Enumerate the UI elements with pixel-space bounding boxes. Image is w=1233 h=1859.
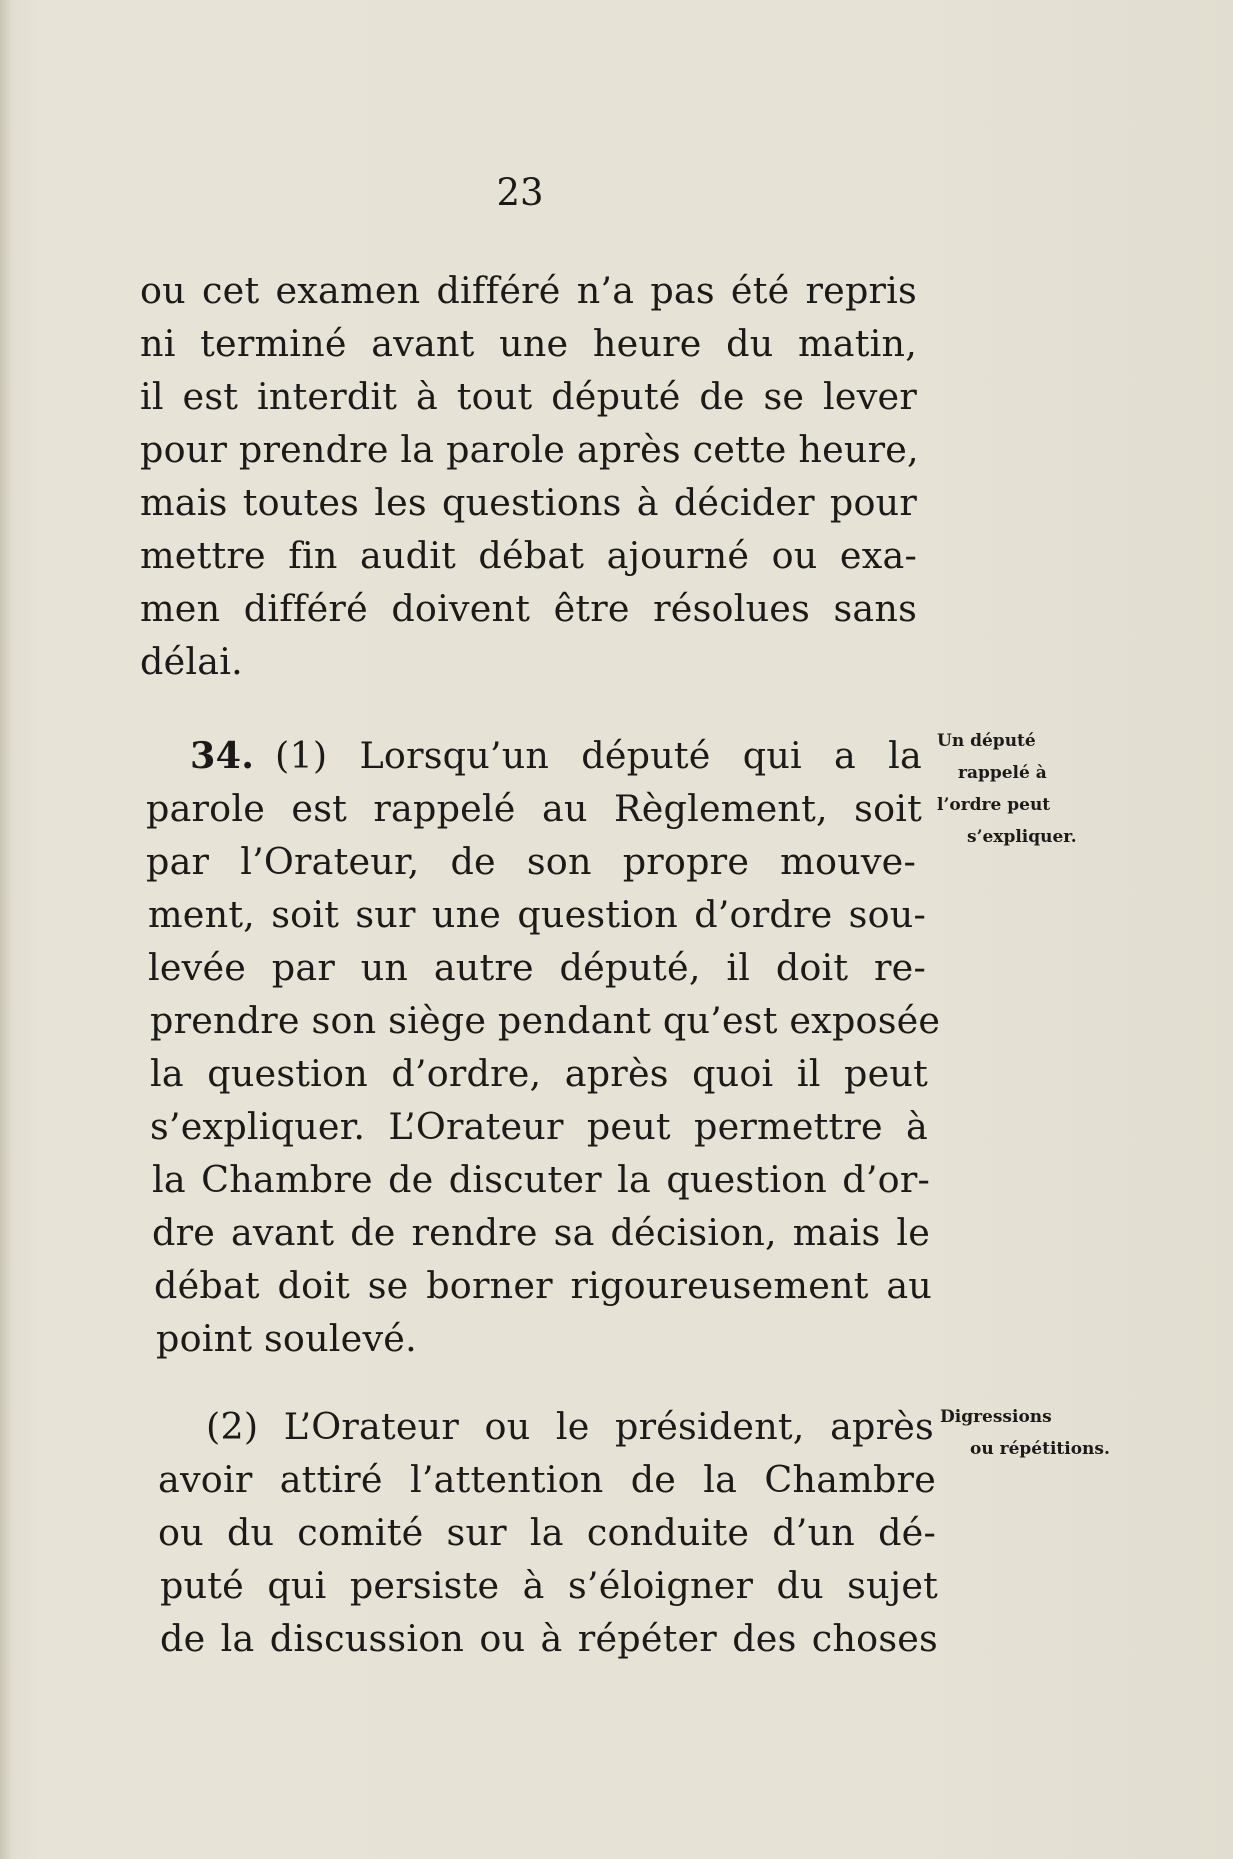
text-line: levée par un autre député, il doit re-	[148, 946, 926, 989]
margin-note-depute-line2: rappelé à	[958, 763, 1047, 783]
text-line: mettre fin audit débat ajourné ou exa-	[140, 534, 917, 577]
text-line: ment, soit sur une question d’ordre sou-	[148, 893, 926, 936]
text-line: point soulevé.	[156, 1317, 417, 1360]
text-line: débat doit se borner rigoureusement au	[154, 1264, 932, 1307]
text-line: ou du comité sur la conduite d’un dé-	[158, 1511, 936, 1554]
margin-note-depute-line3: l’ordre peut	[937, 795, 1051, 815]
text-line: il est interdit à tout député de se lever	[140, 375, 917, 418]
margin-note-depute-line1: Un député	[937, 731, 1036, 751]
text-line: ni terminé avant une heure du matin,	[140, 322, 917, 365]
text-line: parole est rappelé au Règlement, soit	[146, 787, 922, 830]
text-line: dre avant de rendre sa décision, mais le	[152, 1211, 930, 1254]
text-line: la question d’ordre, après quoi il peut	[150, 1052, 928, 1095]
binding-edge	[0, 0, 10, 1859]
text-line: ou cet examen différé n’a pas été repris	[140, 269, 917, 312]
text-line: men différé doivent être résolues sans	[140, 587, 917, 630]
margin-note-depute-line4: s’expliquer.	[967, 827, 1077, 847]
margin-note-digressions-line2: ou répétitions.	[970, 1439, 1110, 1459]
text-line: mais toutes les questions à décider pour	[140, 481, 917, 524]
text-line: avoir attiré l’attention de la Chambre	[158, 1458, 936, 1501]
text-line: pour prendre la parole après cette heure,	[140, 428, 919, 471]
text-line: puté qui persiste à s’éloigner du sujet	[160, 1564, 938, 1607]
text-line: par l’Orateur, de son propre mouve-	[146, 840, 916, 883]
margin-note-digressions-line1: Digressions	[940, 1407, 1052, 1427]
text-line: (1) Lorsqu’un député qui a la	[275, 734, 922, 777]
section-number	[190, 729, 254, 782]
text-line: la Chambre de discuter la question d’or-	[152, 1158, 930, 1201]
text-line: prendre son siège pendant qu’est exposée	[150, 999, 941, 1042]
text-line: s’expliquer. L’Orateur peut permettre à	[150, 1105, 928, 1148]
text-line: (2) L’Orateur ou le président, après	[206, 1405, 934, 1448]
section-number-label: 34.	[190, 734, 255, 777]
page-number: 23	[496, 171, 544, 214]
text-line: délai.	[140, 640, 243, 683]
text-line: de la discussion ou à répéter des choses	[160, 1617, 938, 1660]
